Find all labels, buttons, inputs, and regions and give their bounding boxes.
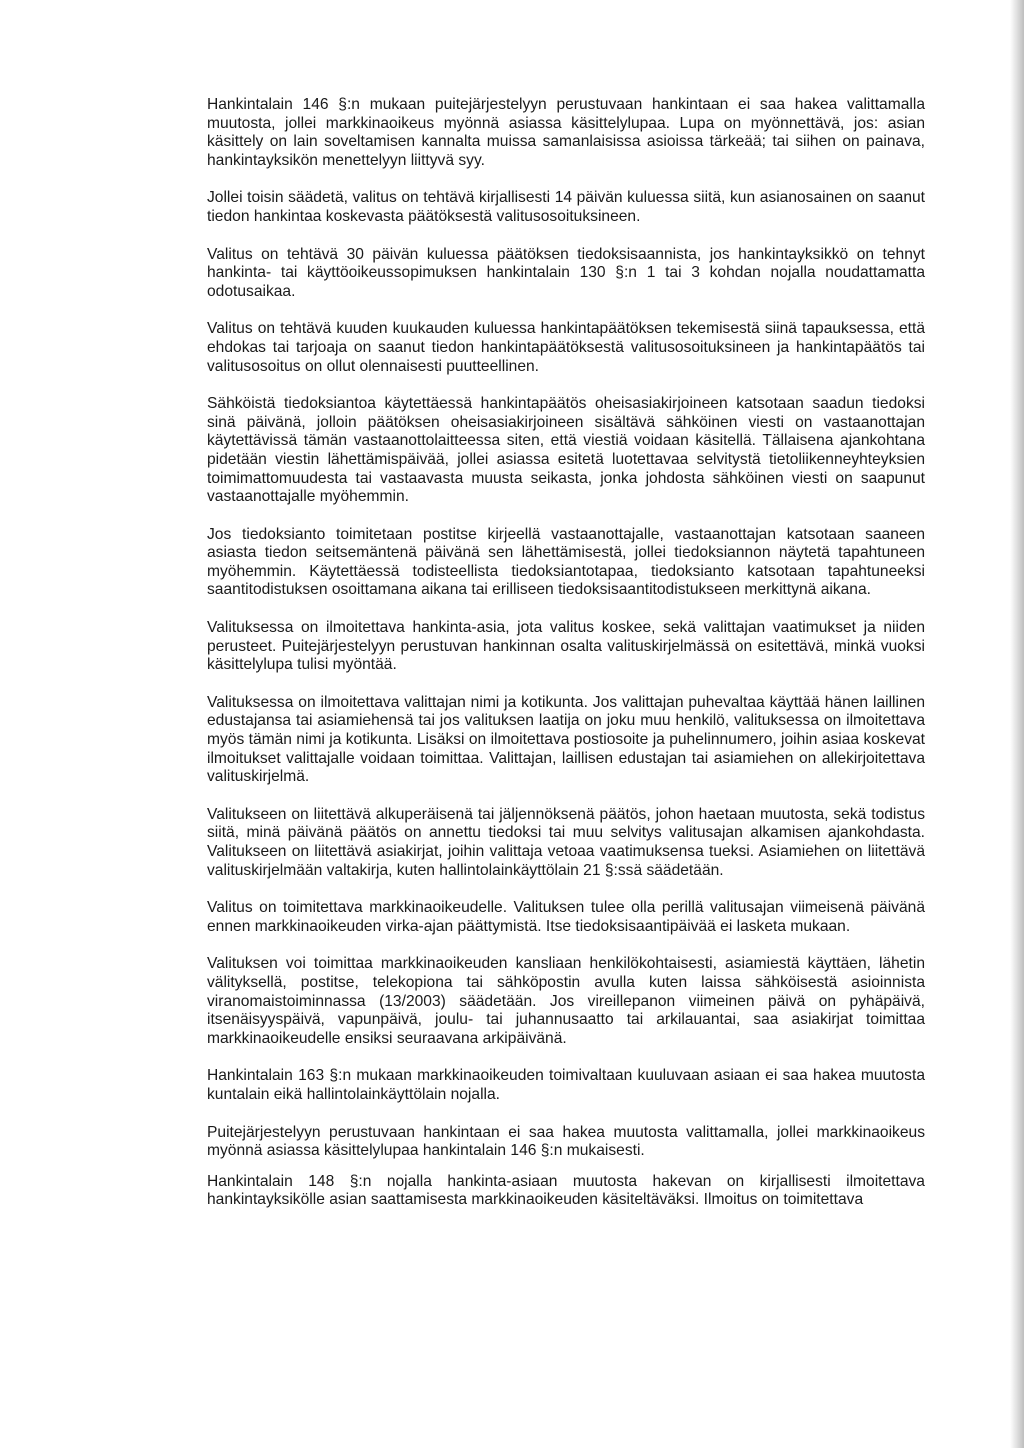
paragraph-framework-appeal: Hankintalain 146 §:n mukaan puitejärjestelyyn perustuvaan hankintaan ei saa hakea valittamalla muutosta, jollei markkinaoikeus myönnä asiassa käsittelylupaa. Lupa on myönnettävä, jos: asian käsittely on lain soveltamisen kannalta muissa samanlaisissa asioissa tärkeää; tai siihen on painava, hankintayksikön menettelyyn liittyvä syy. bbox=[207, 96, 925, 169]
paragraph-appeal-deadline-6-months: Valitus on tehtävä kuuden kuukauden kuluessa hankintapäätöksen tekemisestä siinä tapauksessa, että ehdokas tai tarjoaja on saanut tiedon hankintapäätöksestä valitusosoituksineen ja hankintapäätös tai valitusosoitus on ollut olennaisesti puutteellinen. bbox=[207, 320, 925, 375]
paragraph-electronic-notification: Sähköistä tiedoksiantoa käytettäessä hankintapäätös oheisasiakirjoineen katsotaan saadun tiedoksi sinä päivänä, jolloin päätöksen oheisasiakirjoineen sisältävä sähköinen viesti on vastaanottajan käytettävissä tämän vastaanottolaitteessa siten, että viestiä voidaan käsitellä. Tällaisena ajankohtana pidetään viestin lähettämispäivää, jollei asiassa esitetä luotettavaa selvitystä tietoliikenneyhteyksien toimimattomuudesta tai vastaavasta muusta seikasta, jonka johdosta sähköinen viesti on saapunut vastaanottajalle myöhemmin. bbox=[207, 395, 925, 506]
paragraph-section-148-notice: Hankintalain 148 §:n nojalla hankinta-asiaan muutosta hakevan on kirjallisesti ilmoitettava hankintayksikölle asian saattamisesta markkinaoikeuden käsiteltäväksi. Ilmoitus on toimitettava bbox=[207, 1172, 925, 1209]
paragraph-appeal-submission: Valitus on toimitettava markkinaoikeudelle. Valituksen tulee olla perillä valitusajan viimeisenä päivänä ennen markkinaoikeuden virka-ajan päättymistä. Itse tiedoksisaantipäivää ei lasketa mukaan. bbox=[207, 899, 925, 935]
paragraph-appeal-deadline-30-days: Valitus on tehtävä 30 päivän kuluessa päätöksen tiedoksisaannista, jos hankintayksikkö on tehnyt hankinta- tai käyttöoikeussopimuksen hankintalain 130 §:n 1 tai 3 kohdan nojalla noudattamatta odotusaikaa. bbox=[207, 245, 925, 300]
paragraph-appeal-contents: Valituksessa on ilmoitettava hankinta-asia, jota valitus koskee, sekä valittajan vaatimukset ja niiden perusteet. Puitejärjestelyyn perustuvan hankinnan osalta valituskirjelmässä on esitettävä, minkä vuoksi käsittelylupa tulisi myöntää. bbox=[207, 619, 925, 674]
paragraph-submission-methods: Valituksen voi toimittaa markkinaoikeuden kansliaan henkilökohtaisesti, asiamiestä käyttäen, lähetin välityksellä, postitse, telekopiona tai sähköpostin avulla kuten laissa sähköisestä asioinnista viranomaistoiminnassa (13/2003) säädetään. Jos vireillepanon viimeinen päivä on pyhäpäivä, itsenäisyyspäivä, vapunpäivä, joulu- tai juhannusaatto tai arkilauantai, saa asiakirjat toimittaa markkinaoikeudelle ensiksi seuraavana arkipäivänä. bbox=[207, 955, 925, 1047]
paragraph-appellant-details: Valituksessa on ilmoitettava valittajan nimi ja kotikunta. Jos valittajan puhevaltaa käyttää hänen laillinen edustajansa tai asiamiehensä tai jos valituksen laatija on joku muu henkilö, valituksessa on ilmoitettava myös tämän nimi ja kotikunta. Lisäksi on ilmoitettava postiosoite ja puhelinnumero, joihin asiaa koskevat ilmoitukset valittajalle voidaan toimittaa. Valittajan, laillisen edustajan tai asiamiehen on allekirjoitettava valituskirjelmä. bbox=[207, 693, 925, 786]
paragraph-postal-notification: Jos tiedoksianto toimitetaan postitse kirjeellä vastaanottajalle, vastaanottajan katsotaan saaneen asiasta tiedon seitsemäntenä päivänä sen lähettämisestä, jollei tiedoksiannon näytetä tapahtuneen myöhemmin. Käytettäessä todisteellista tiedoksiantotapaa, tiedoksianto katsotaan tapahtuneeksi saantitodistuksen osoittamana aikana tai erilliseen tiedoksisaantitodistukseen merkittynä aikana. bbox=[207, 525, 925, 599]
paragraph-appeal-deadline-14-days: Jollei toisin säädetä, valitus on tehtävä kirjallisesti 14 päivän kuluessa siitä, kun asianosainen on saanut tiedon hankintaa koskevasta päätöksestä valitusosoituksineen. bbox=[207, 189, 925, 225]
document-body bbox=[207, 96, 925, 1210]
scan-edge bbox=[1010, 0, 1024, 1448]
paragraph-appeal-attachments: Valitukseen on liitettävä alkuperäisenä tai jäljennöksenä päätös, johon haetaan muutosta, sekä todistus siitä, minä päivänä päätös on annettu tiedoksi tai muu selvitys valitusajan alkamisen ajankohdasta. Valitukseen on liitettävä asiakirjat, joihin valittaja vetoaa vaatimuksensa tueksi. Asiamiehen on liitettävä valituskirjelmään valtakirja, kuten hallintolainkäyttölain 21 §:ssä säädetään. bbox=[207, 805, 925, 879]
paragraph-section-163: Hankintalain 163 §:n mukaan markkinaoikeuden toimivaltaan kuuluvaan asiaan ei saa hakea muutosta kuntalain eikä hallintolainkäyttölain nojalla. bbox=[207, 1067, 925, 1103]
paragraph-framework-leave: Puitejärjestelyyn perustuvaan hankintaan ei saa hakea muutosta valittamalla, jollei markkinaoikeus myönnä asiassa käsittelylupaa hankintalain 146 §:n mukaisesti. bbox=[207, 1123, 925, 1160]
